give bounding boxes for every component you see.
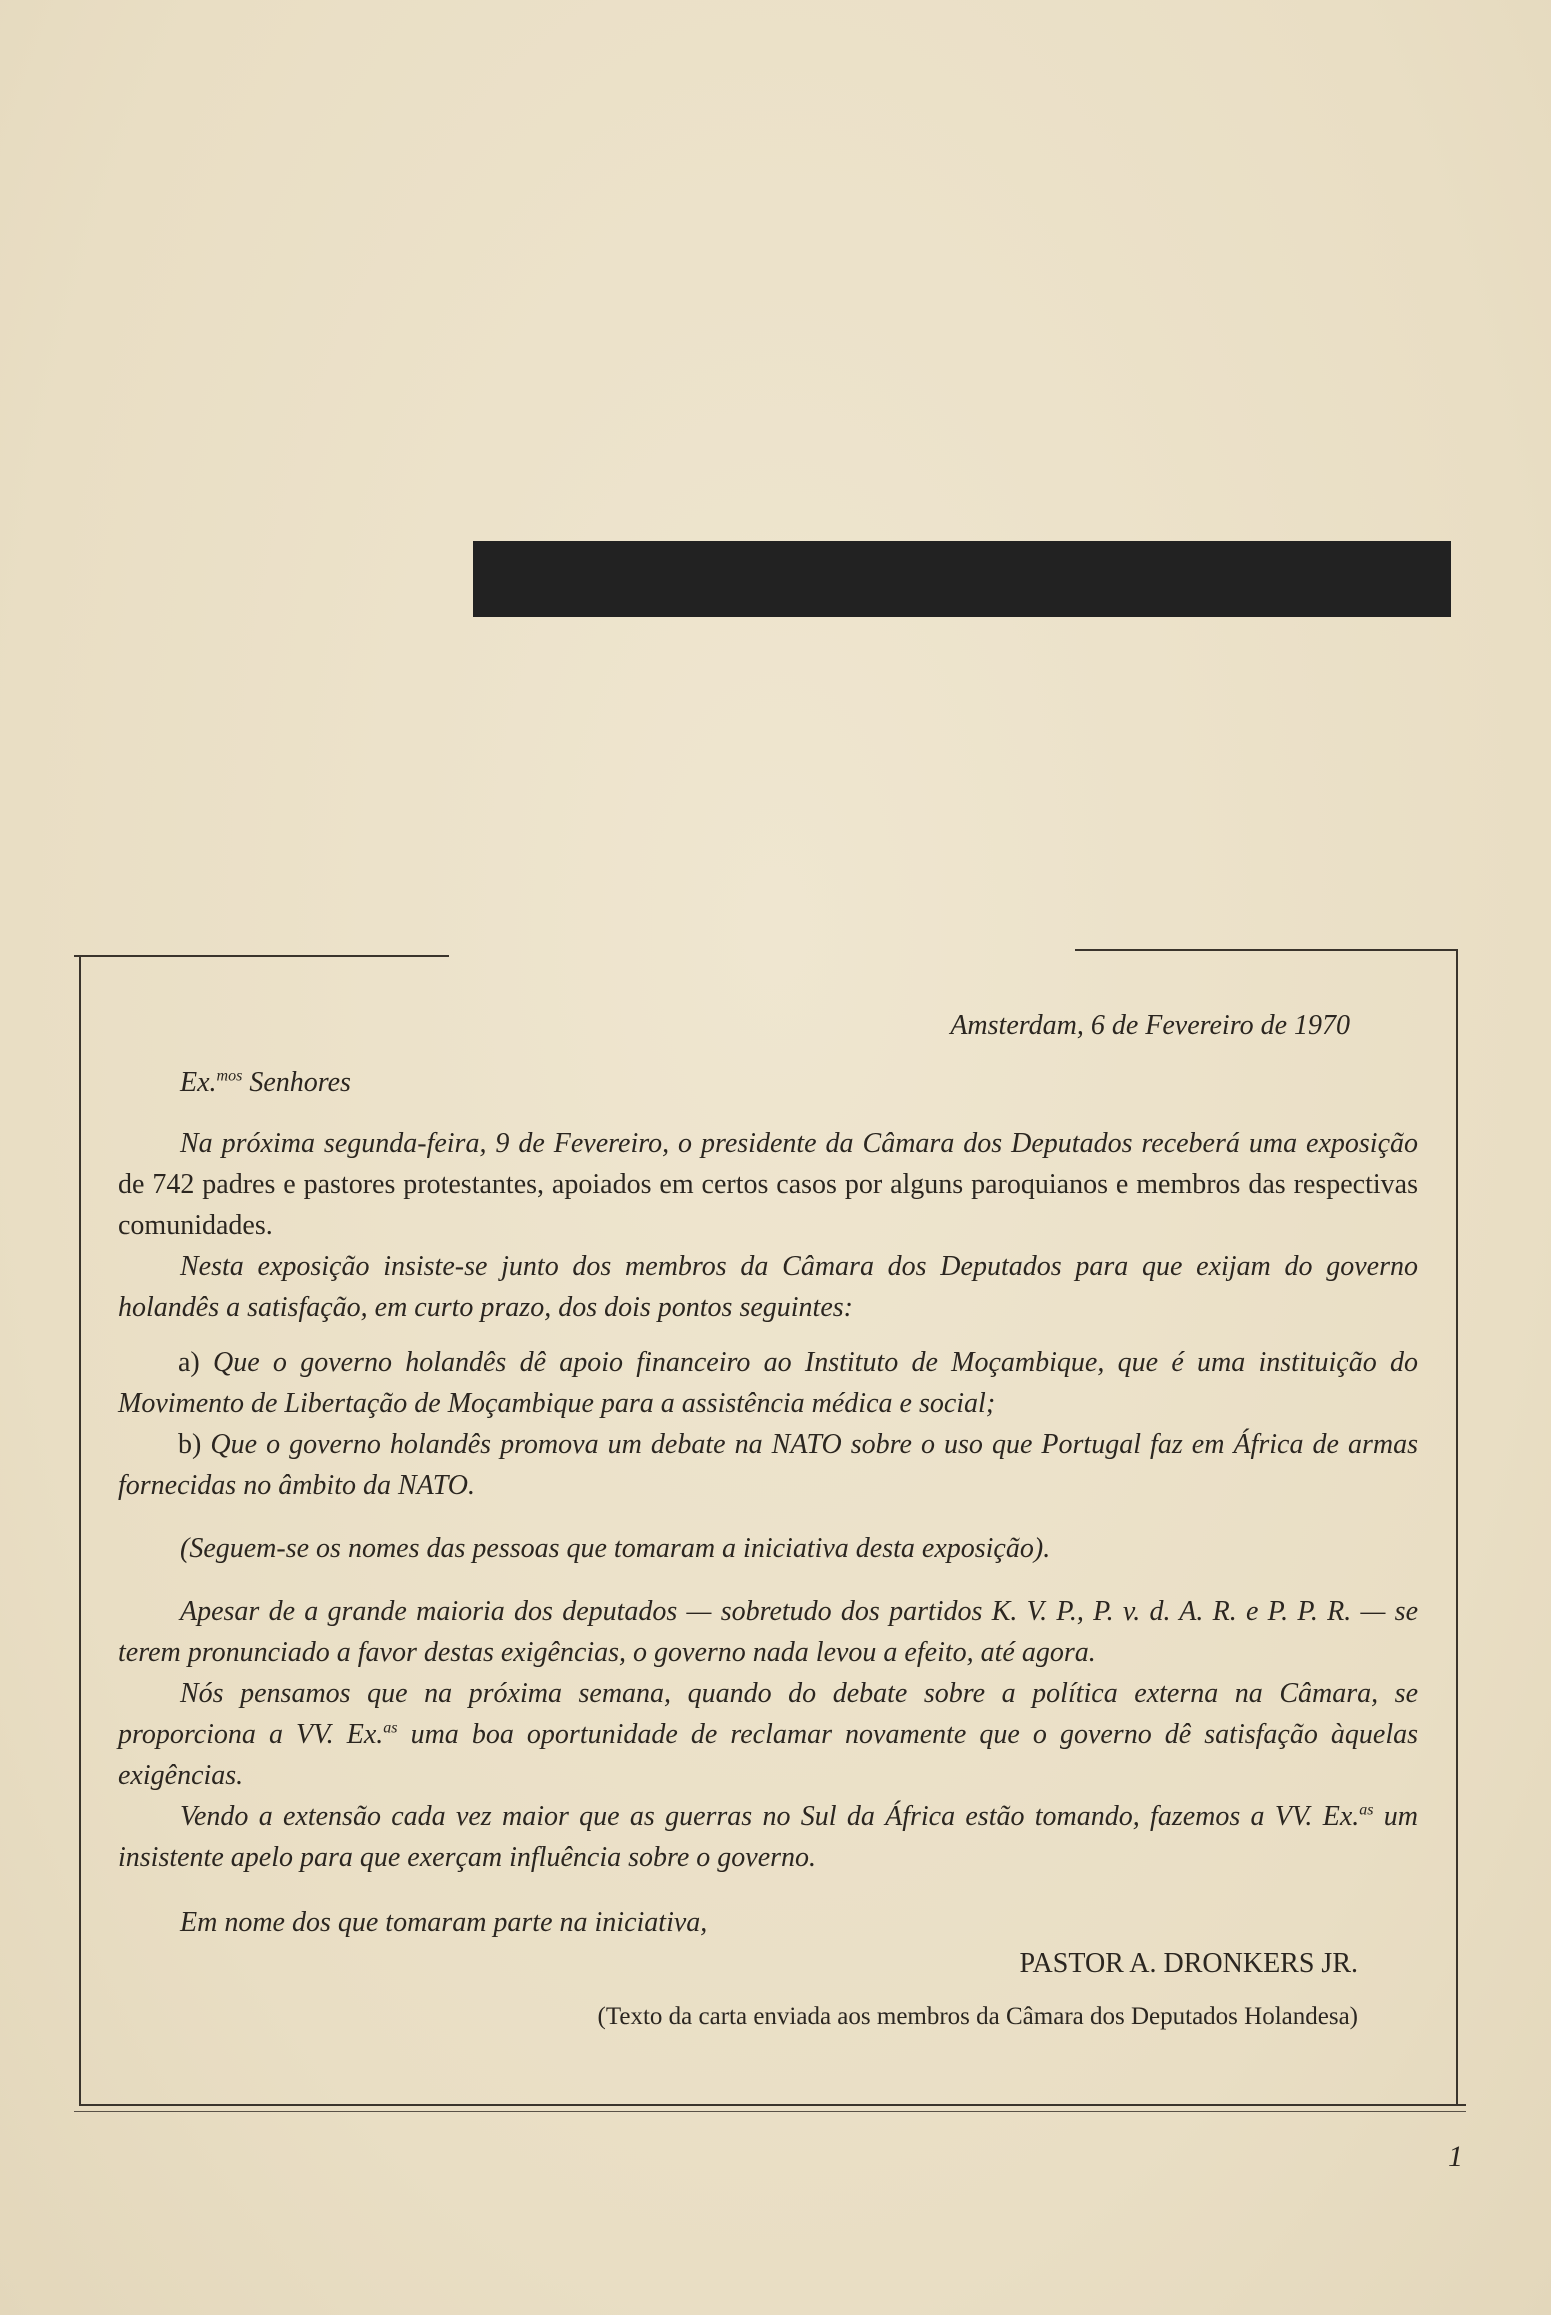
salutation-rest: Senhores [242, 1067, 351, 1098]
paragraph-4-b: uma boa oportunidade de reclamar novamente que o governo dê satisfação àquelas exigências. [118, 1719, 1418, 1791]
item-a-label: a) [178, 1347, 214, 1378]
paragraph-5-b: um insistente apelo para que exerçam influência sobre o governo. [118, 1801, 1418, 1873]
redaction-bar [473, 541, 1451, 617]
paragraph-1-roman: de 742 padres e pastores protestantes, apoiados em certos casos por alguns paroquianos e membros das respectivas comunidades. [118, 1169, 1418, 1241]
salutation [180, 1062, 1418, 1103]
frame-top-left-rule [74, 955, 449, 957]
paragraph-4-sup: as [383, 1719, 398, 1737]
signature: PASTOR A. DRONKERS JR. [1019, 1948, 1358, 1979]
paragraph-5 [118, 1796, 1418, 1878]
salutation-sup: mos [216, 1067, 243, 1085]
paragraph-4-a: Nós pensamos que na próxima semana, quando do debate sobre a política externa na Câmara, se proporciona a VV. Ex. [118, 1678, 1418, 1750]
item-b-label: b) [178, 1429, 211, 1460]
item-b-text: Que o governo holandês promova um debate na NATO sobre o uso que Portugal faz em África de armas fornecidas no âmbito da NATO. [118, 1429, 1418, 1501]
salutation-main: Ex. [180, 1067, 217, 1098]
paragraph-1 [118, 1123, 1418, 1246]
page-number: 1 [1448, 2140, 1463, 2173]
frame-top-right-rule [1075, 949, 1457, 951]
item-b [118, 1424, 1418, 1506]
frame-bottom-rule-outer [74, 2111, 1466, 2112]
item-a-text: Que o governo holandês dê apoio financeiro ao Instituto de Moçambique, que é uma instituição do Movimento de Libertação de Moçambique para a assistência médica e social; [118, 1347, 1418, 1419]
letter-date: Amsterdam, 6 de Fevereiro de 1970 [950, 1010, 1350, 1041]
frame-right-rule [1456, 949, 1458, 2105]
frame-left-rule [79, 955, 81, 2105]
paragraph-5-sup: as [1359, 1801, 1374, 1819]
paragraph-3: Apesar de a grande maioria dos deputados — sobretudo dos partidos K. V. P., P. v. d. A. R. e P. P. R. — se terem pronunciado a favor destas exigências, o governo nada levou a efeito, até agora. [118, 1596, 1418, 1668]
names-note: (Seguem-se os nomes das pessoas que tomaram a iniciativa desta exposição). [180, 1533, 1051, 1564]
paragraph-4 [118, 1673, 1418, 1796]
closing-line: Em nome dos que tomaram parte na iniciativa, [180, 1907, 708, 1938]
source-note: (Texto da carta enviada aos membros da Câmara dos Deputados Holandesa) [597, 2003, 1358, 2030]
item-a [118, 1342, 1418, 1424]
paragraph-1-italic: Na próxima segunda-feira, 9 de Fevereiro, o presidente da Câmara dos Deputados receberá uma exposição [180, 1128, 1418, 1159]
letter-body [118, 1005, 1418, 2037]
paragraph-5-a: Vendo a extensão cada vez maior que as guerras no Sul da África estão tomando, fazemos a VV. Ex. [180, 1801, 1360, 1832]
paragraph-2: Nesta exposição insiste-se junto dos membros da Câmara dos Deputados para que exijam do governo holandês a satisfação, em curto prazo, dos dois pontos seguintes: [118, 1251, 1418, 1323]
frame-bottom-rule [79, 2104, 1466, 2106]
